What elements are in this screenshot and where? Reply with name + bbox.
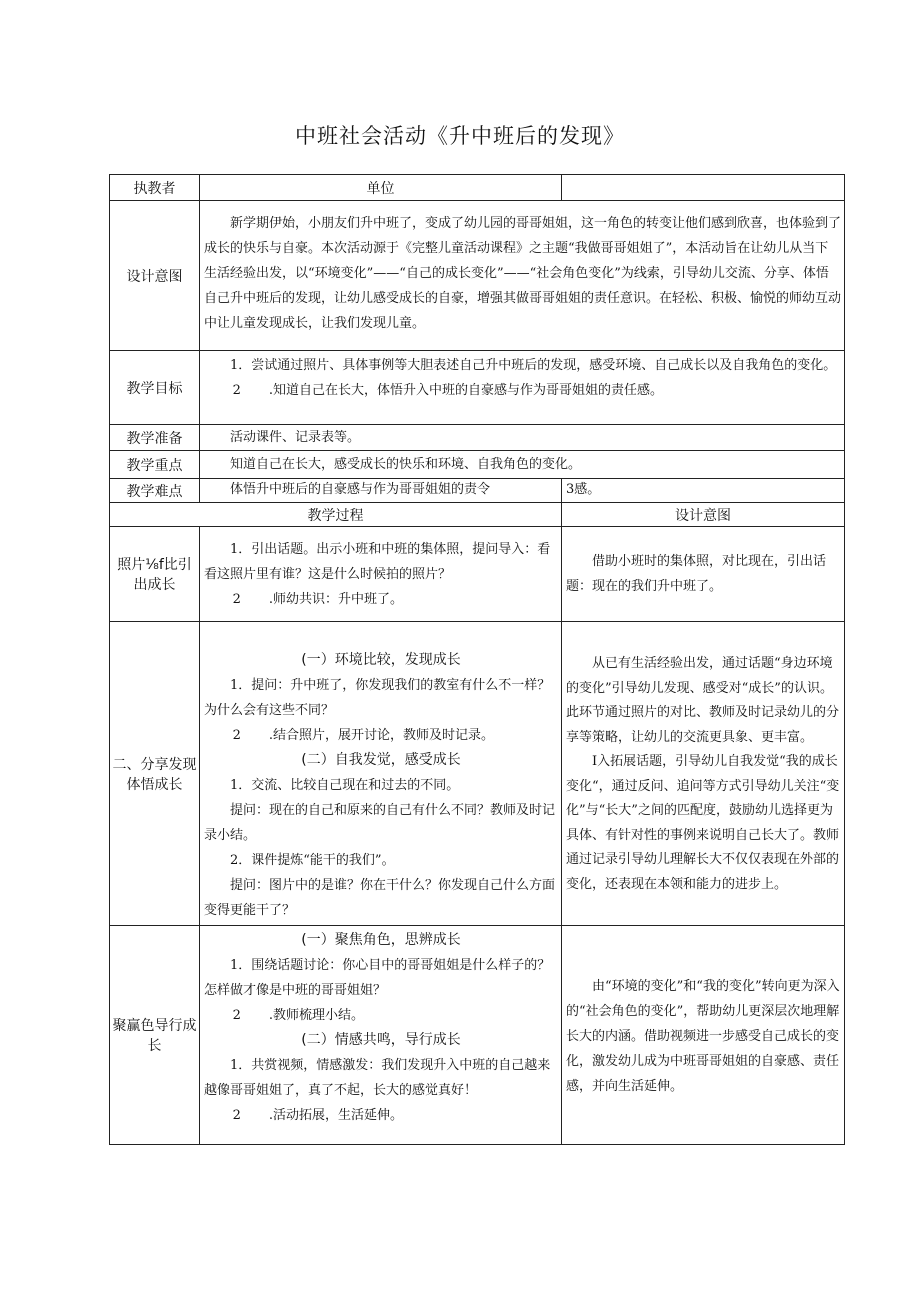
section1-intent-text: 借助小班时的集体照，对比现在，引出话题：现在的我们升中班了。 (566, 554, 827, 594)
section2-p3: 1．交流、比较自己现在和过去的不同。 (230, 778, 460, 793)
section3-p4-number: 2 (232, 1108, 241, 1123)
section2-p2 (204, 723, 558, 748)
section1-row (110, 527, 845, 622)
goal-1: 1．尝试通过照片、具体事例等大胆表述自己升中班后的发现，感受环境、自己成长以及自我角色的变化。 (230, 358, 837, 373)
section3-p3: 1．共赏视频，情感激发：我们发现升入中班的自己越来越像哥哥姐姐了，真了不起，长大的感觉真好！ (204, 1058, 551, 1098)
section3-p4-text: .活动拓展，生活延伸。 (268, 1108, 404, 1123)
section1-p2-text: .师幼共识：升中班了。 (268, 591, 404, 607)
section1-p2-number: 2 (232, 591, 241, 607)
unit-value (562, 175, 845, 201)
section1-p2 (204, 587, 558, 612)
section3-content (200, 926, 562, 1145)
difficulty-overflow: 3感。 (562, 479, 845, 503)
difficulty-row (110, 479, 845, 503)
section3-p2 (204, 1003, 558, 1028)
section3-sub1: (一）聚焦角色，思辨成长 (301, 932, 461, 948)
section3-p2-text: .教师梳理小结。 (268, 1008, 365, 1023)
goal-2-number: 2 (232, 383, 241, 398)
section3-sub2: (二）情感共鸣，导行成长 (301, 1032, 461, 1048)
section2-label: 二、分享发现体悟成长 (110, 622, 200, 926)
section1-p1: 1．引出话题。出示小班和中班的集体照，提问导入：看看这照片里有谁？这是什么时候拍的照片？ (204, 541, 551, 582)
lesson-plan-table (109, 174, 845, 1145)
goal-2 (204, 378, 841, 403)
section2-sub1: (一）环境比较，发现成长 (301, 652, 461, 668)
section2-p1: 1．提问：升中班了，你发现我们的教室有什么不一样？为什么会有这些不同？ (204, 678, 551, 718)
section2-p5: 2．课件提炼“能干的我们”。 (230, 853, 395, 868)
section2-intent1: 从已有生活经验出发，通过话题“身边环境的变化”引导幼儿发现、感受对“成长”的认识。此环节通过照片的对比、教师及时记录幼儿的分享等策略，让幼儿的交流更具象、更丰富。 (566, 656, 840, 745)
goals-cell (200, 351, 845, 425)
section2-sub2: (二）自我发觉，感受成长 (301, 752, 461, 768)
section3-p1: 1．围绕话题讨论：你心目中的哥哥姐姐是什么样子的？怎样做才像是中班的哥哥姐姐？ (204, 958, 551, 998)
page-title: 中班社会活动《升中班后的发现》 (295, 124, 625, 148)
header-row (110, 175, 845, 201)
intent-header: 设计意图 (562, 503, 845, 527)
teacher-label: 执教者 (110, 175, 200, 201)
section2-p4: 提问：现在的自己和原来的自己有什么不同？教师及时记录小结。 (204, 803, 556, 843)
key-point-label: 教学重点 (110, 451, 200, 479)
section1-intent (562, 527, 845, 622)
unit-label: 单位 (200, 175, 562, 201)
section2-content (200, 622, 562, 926)
section3-p2-number: 2 (232, 1008, 241, 1023)
section2-intent (562, 622, 845, 926)
section2-p6: 提问：图片中的是谁？你在干什么？你发现自己什么方面变得更能干了？ (204, 878, 556, 918)
difficulty-text: 体悟升中班后的自豪感与作为哥哥姐姐的责令 (200, 479, 562, 503)
goals-row (110, 351, 845, 425)
design-intent-text: 新学期伊始，小朋友们升中班了，变成了幼儿园的哥哥姐姐，这一角色的转变让他们感到欣喜，也体验到了成长的快乐与自豪。本次活动源于《完整儿童活动课程》之主题“我做哥哥姐姐了”，本活动旨在让幼儿从当下生活经验出发，以“环境变化”——“自己的成长变化”——“社会角色变化”为线索，引导幼儿交流、分享、体悟自己升中班后的发现，让幼儿感受成长的自豪，增强其做哥哥姐姐的责任意识。在轻松、积极、愉悦的师幼互动中让儿童发现成长，让我们发现儿童。 (204, 216, 842, 331)
section2-row (110, 622, 845, 926)
goal-2-text: .知道自己在长大，体悟升入中班的自豪感与作为哥哥姐姐的责任感。 (268, 383, 664, 398)
section3-label: 聚赢色导行成长 (110, 926, 200, 1145)
section2-intent2: Ⅰ入拓展话题，引导幼儿自我发觉“我的成长变化“，通过反问、追问等方式引导幼儿关注“变化”与“长大”之间的匹配度，鼓励幼儿选择更为具体、有针对性的事例来说明自己长大了。教师通过记录引导幼儿理解长大不仅仅表现在外部的变化，还表现在本领和能力的进步上。 (566, 754, 840, 892)
section1-content (200, 527, 562, 622)
process-header: 教学过程 (110, 503, 562, 527)
key-point-row (110, 451, 845, 479)
section1-label: 照片⅛f比引出成长 (110, 527, 200, 622)
preparation-row (110, 425, 845, 451)
section3-intent-text: 由“环境的变化”和“我的变化”转向更为深入的“社会角色的变化”，帮助幼儿更深层次地理解长大的内涵。借助视频进一步感受自己成长的变化，激发幼儿成为中班哥哥姐姐的自豪感、责任感，并向生活延伸。 (566, 979, 840, 1094)
section3-row (110, 926, 845, 1145)
section2-p2-text: .结合照片，展开讨论，教师及时记录。 (268, 728, 495, 743)
key-point-text: 知道自己在长大，感受成长的快乐和环境、自我角色的变化。 (200, 451, 845, 479)
design-intent-label: 设计意图 (110, 201, 200, 351)
design-intent-cell (200, 201, 845, 351)
difficulty-label: 教学难点 (110, 479, 200, 503)
section2-p2-number: 2 (232, 728, 241, 743)
goals-label: 教学目标 (110, 351, 200, 425)
preparation-label: 教学准备 (110, 425, 200, 451)
preparation-text: 活动课件、记录表等。 (200, 425, 845, 451)
design-intent-row (110, 201, 845, 351)
process-header-row (110, 503, 845, 527)
section3-p4 (204, 1103, 558, 1128)
section3-intent (562, 926, 845, 1145)
